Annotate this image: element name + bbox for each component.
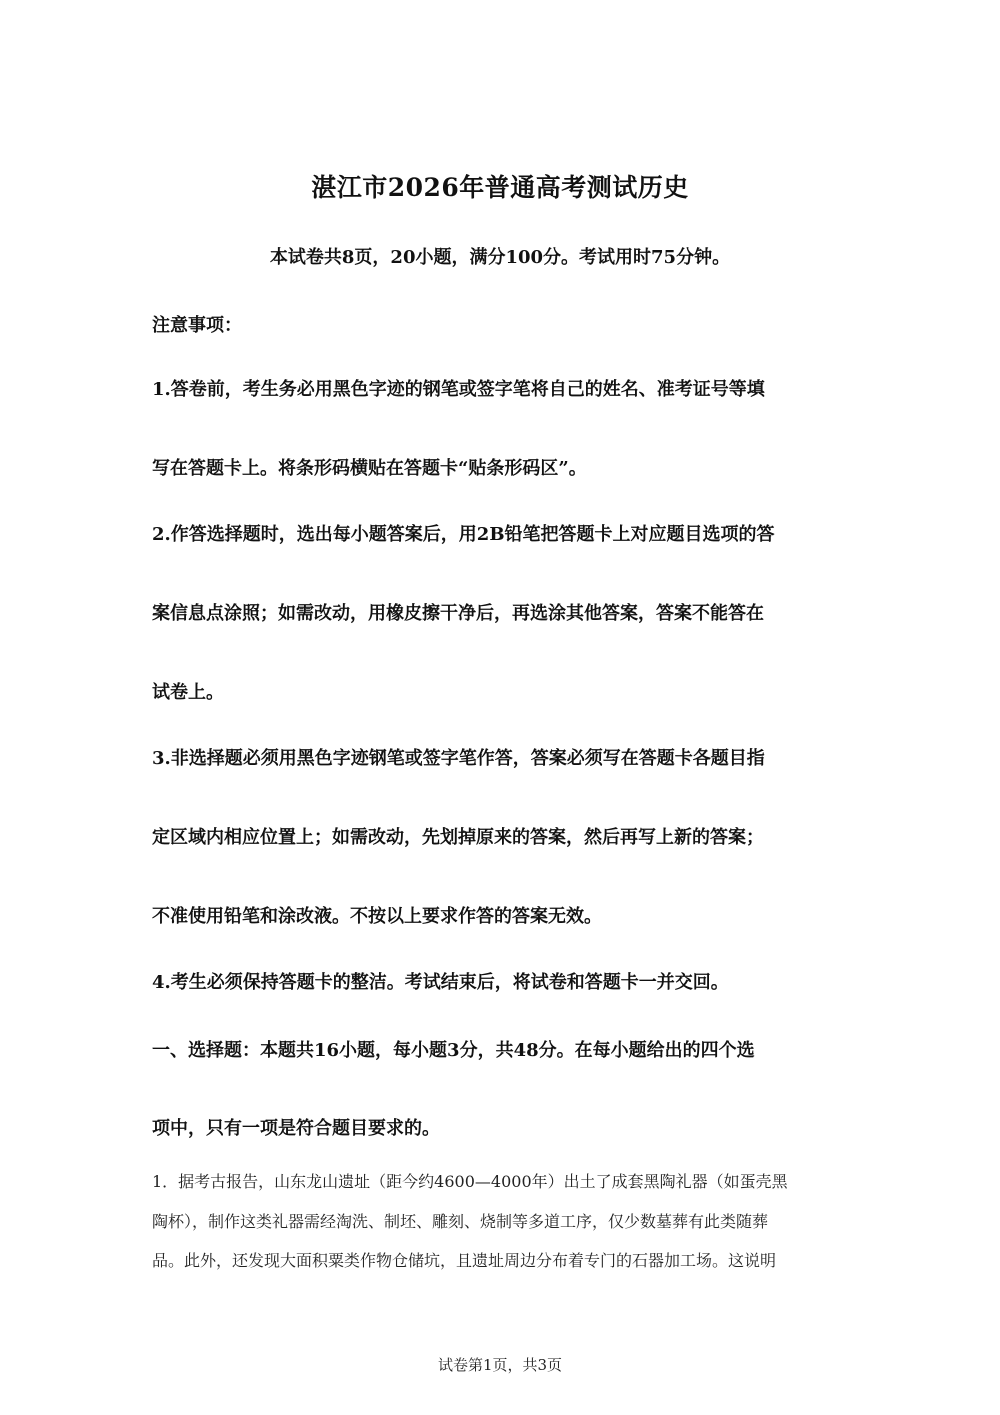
notice-line: 3.非选择题必须用黑色字迹钢笔或签字笔作答，答案必须写在答题卡各题目指 bbox=[152, 748, 765, 769]
notice-line: 4.考生必须保持答题卡的整洁。考试结束后，将试卷和答题卡一并交回。 bbox=[152, 972, 729, 993]
page-footer: 试卷第1页，共3页 bbox=[437, 1356, 563, 1374]
notice-line: 试卷上。 bbox=[152, 682, 224, 703]
notice-line: 2.作答选择题时，选出每小题答案后，用2B铅笔把答题卡上对应题目选项的答 bbox=[152, 524, 775, 545]
question-line: 1．据考古报告，山东龙山遗址（距今约4600—4000年）出土了成套黑陶礼器（如蛋壳黑 bbox=[152, 1172, 788, 1191]
notice-line: 写在答题卡上。将条形码横贴在答题卡“贴条形码区”。 bbox=[152, 458, 587, 479]
notice-line: 1.答卷前，考生务必用黑色字迹的钢笔或签字笔将自己的姓名、准考证号等填 bbox=[152, 379, 765, 400]
exam-subtitle: 本试卷共8页，20小题，满分100分。考试用时75分钟。 bbox=[269, 247, 731, 268]
question-line: 陶杯），制作这类礼器需经淘洗、制坯、雕刻、烧制等多道工序，仅少数墓葬有此类随葬 bbox=[152, 1212, 769, 1231]
question-line: 品。此外，还发现大面积粟类作物仓储坑，且遗址周边分布着专门的石器加工场。这说明 bbox=[152, 1251, 777, 1270]
notice-line: 定区域内相应位置上；如需改动，先划掉原来的答案，然后再写上新的答案； bbox=[152, 827, 764, 848]
section-heading-line: 一、选择题：本题共16小题，每小题3分，共48分。在每小题给出的四个选 bbox=[152, 1040, 755, 1061]
section-heading-line: 项中，只有一项是符合题目要求的。 bbox=[152, 1118, 440, 1139]
notice-heading: 注意事项： bbox=[152, 315, 242, 336]
notice-line: 案信息点涂照；如需改动，用橡皮擦干净后，再选涂其他答案，答案不能答在 bbox=[152, 603, 764, 624]
exam-title: 湛江市2026年普通高考测试历史 bbox=[311, 173, 689, 202]
notice-line: 不准使用铅笔和涂改液。不按以上要求作答的答案无效。 bbox=[152, 906, 602, 927]
